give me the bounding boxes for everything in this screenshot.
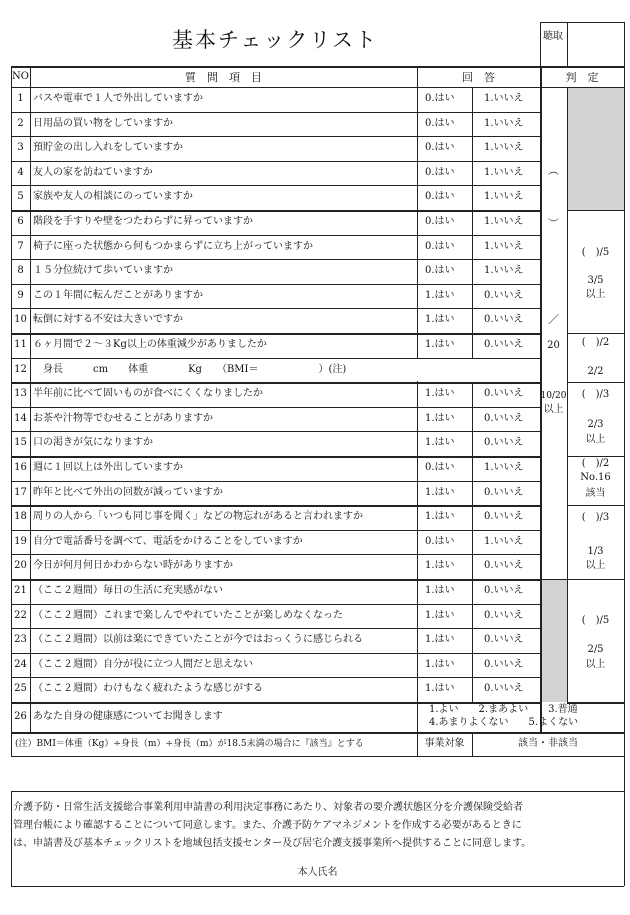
rule-horizontal — [11, 308, 540, 309]
judge-g3-count: ( )/2 — [581, 337, 610, 348]
question-text: バスや電車で１人で外出していますか — [33, 93, 203, 104]
rule-vertical — [472, 284, 473, 309]
question-text: 昨年と比べて外出の回数が減っていますか — [33, 486, 223, 498]
rule-vertical — [472, 579, 473, 604]
answer-option-a: 1.はい — [425, 388, 455, 400]
rule-vertical — [472, 87, 473, 112]
question-text: 周りの人から「いつも同じ事を聞く」などの物忘れがあると言われますか — [33, 511, 363, 523]
rule-horizontal — [11, 358, 540, 359]
judge-g7-above: 以上 — [585, 658, 606, 670]
row-number: 10 — [14, 314, 27, 326]
question-text: 口の渇きが気になりますか — [33, 437, 153, 449]
rule-vertical — [472, 530, 473, 555]
row-number: 24 — [14, 658, 27, 670]
rule-horizontal — [540, 22, 624, 23]
rule-horizontal — [11, 604, 540, 605]
row-number: 9 — [17, 289, 24, 301]
row-number: 23 — [14, 634, 27, 646]
rule-vertical — [472, 382, 473, 407]
slash-mark: ／ — [548, 313, 559, 327]
row12-mask — [416, 359, 419, 382]
rule-horizontal — [11, 756, 624, 757]
rule-vertical — [472, 161, 473, 186]
rule-horizontal — [540, 579, 567, 580]
twenty-total: 20 — [547, 340, 560, 351]
judge-g6-above: 以上 — [585, 560, 606, 572]
answer-option-b: 0.いいえ — [484, 314, 524, 326]
rule-horizontal — [11, 431, 540, 432]
rule-horizontal — [11, 732, 624, 734]
rule-horizontal — [11, 628, 540, 629]
answer-option-b: 0.いいえ — [484, 683, 524, 695]
answer-option-b: 1.いいえ — [484, 166, 524, 178]
paren-close: ︶ — [548, 217, 559, 230]
consent-text-line: は、申請書及び基本チェックリストを地域包括支援センター及び居宅介護支援事業所へ提供することに同意します。 — [13, 838, 532, 849]
hearing-label: 聴取 — [543, 31, 563, 42]
row-number: 21 — [14, 585, 27, 596]
page-title: 基本チェックリスト — [172, 28, 378, 52]
judge-g5-no16: No.16 — [580, 472, 611, 483]
answer-option-a: 1.はい — [425, 486, 455, 498]
rule-horizontal — [11, 66, 624, 68]
question-text: 転倒に対する不安は大きいですか — [33, 314, 183, 326]
bmi-note: (注）BMI＝体重（Kg）÷身長（m）÷身長（m）が18.5未満の場合に『該当』とする — [15, 739, 364, 749]
question-text: 自分で電話番号を調べて、電話をかけることをしていますか — [33, 535, 303, 547]
rule-horizontal — [11, 333, 540, 335]
judge-g4-threshold: 2/3 — [587, 418, 604, 430]
rule-horizontal — [11, 382, 540, 384]
rule-vertical — [624, 22, 625, 886]
consent-text-line: 介護予防・日常生活支援総合事業利用申請書の利用決定事務にあたり、対象者の要介護状態区分を介護保険受給者 — [13, 802, 523, 813]
rule-horizontal — [11, 456, 540, 458]
rule-horizontal — [11, 677, 540, 678]
rule-horizontal — [11, 407, 540, 408]
row-number: 26 — [14, 711, 27, 722]
row-number: 19 — [14, 535, 27, 547]
judge-g7-threshold: 2/5 — [587, 644, 604, 656]
question-text: 今日が何月何日かわからない時がありますか — [33, 560, 233, 572]
answer-option-a: 1.はい — [425, 339, 455, 350]
answer-option-a: 0.はい — [425, 265, 455, 277]
row-number: 16 — [14, 462, 27, 473]
question-text: ６ヶ月間で２～３Kg以上の体重減少がありましたか — [33, 339, 267, 350]
answer-option-b: 0.いいえ — [484, 560, 524, 572]
question-text: 身長 cm 体重 Kg （BMI＝ ）(注) — [33, 363, 347, 375]
judge-g2-above: 以上 — [585, 288, 606, 300]
rule-vertical — [567, 22, 568, 66]
question-text: 日用品の買い物をしていますか — [33, 117, 173, 129]
question-text: 半年前に比べて固いものが食べにくくなりましたか — [33, 388, 263, 400]
rule-horizontal — [567, 505, 624, 506]
rule-vertical — [472, 505, 473, 530]
row-number: 7 — [17, 240, 24, 252]
rule-vertical — [472, 235, 473, 260]
row-number: 13 — [14, 388, 27, 400]
row-number: 20 — [14, 560, 27, 572]
row-number: 8 — [17, 265, 24, 277]
row-number: 11 — [14, 339, 27, 350]
judge-g6-threshold: 1/3 — [587, 545, 604, 557]
answer-option-b: 0.いいえ — [484, 486, 524, 498]
question-text: 椅子に座った状態から何もつかまらずに立ち上がっていますか — [33, 240, 313, 252]
rule-vertical — [472, 456, 473, 481]
row-number: 4 — [17, 166, 24, 178]
row-number: 12 — [14, 363, 27, 375]
rule-horizontal — [11, 185, 540, 186]
rule-vertical — [472, 677, 473, 702]
question-text: 友人の家を訪ねていますか — [33, 166, 153, 178]
row-number: 1 — [17, 93, 24, 104]
rule-horizontal — [11, 886, 624, 887]
health-options-line2: 4.あまりよくない 5.よくない — [429, 717, 579, 728]
question-text: あなた自身の健康感についてお聞きします — [33, 711, 223, 722]
signature-label: 本人氏名 — [297, 867, 338, 878]
answer-option-b: 0.いいえ — [484, 339, 524, 350]
rule-horizontal — [11, 481, 540, 482]
answer-option-a: 0.はい — [425, 166, 455, 178]
rule-vertical — [472, 210, 473, 235]
question-text: （ここ２週間）これまで楽しんでやれていたことが楽しめなくなった — [33, 609, 343, 621]
answer-option-a: 0.はい — [425, 535, 455, 547]
question-text: 家族や友人の相談にのっていますか — [33, 191, 193, 203]
answer-option-b: 0.いいえ — [484, 437, 524, 449]
row-number: 25 — [14, 683, 27, 695]
answer-option-a: 1.はい — [425, 437, 455, 449]
answer-option-a: 1.はい — [425, 511, 455, 523]
question-text: この１年間に転んだことがありますか — [33, 289, 203, 301]
rule-horizontal — [567, 579, 624, 580]
judge-g2-count: ( )/5 — [581, 246, 610, 258]
rule-vertical — [472, 308, 473, 333]
row-number: 22 — [14, 609, 27, 621]
answer-option-a: 1.はい — [425, 412, 455, 424]
answer-option-b: 1.いいえ — [484, 462, 524, 473]
judge-g3-threshold: 2/2 — [587, 365, 604, 377]
rule-vertical — [472, 112, 473, 137]
consent-text-line: 管理台帳により確認することについて同意します。また、介護予防ケアマネジメントを作成する必要があるときに — [13, 820, 522, 831]
answer-option-a: 0.はい — [425, 142, 455, 154]
rule-horizontal — [11, 235, 540, 236]
rule-vertical — [472, 604, 473, 629]
answer-option-b: 0.いいえ — [484, 658, 524, 670]
rule-vertical — [472, 628, 473, 653]
answer-option-a: 0.はい — [425, 240, 455, 252]
row-number: 5 — [17, 191, 24, 203]
rule-horizontal — [11, 505, 540, 507]
answer-option-b: 1.いいえ — [484, 240, 524, 252]
rule-horizontal — [567, 333, 624, 334]
answer-option-b: 1.いいえ — [484, 93, 524, 104]
rule-vertical — [472, 333, 473, 358]
answer-option-a: 1.はい — [425, 658, 455, 670]
answer-option-b: 1.いいえ — [484, 117, 524, 129]
judge-shaded-block — [568, 88, 624, 210]
answer-option-a: 0.はい — [425, 191, 455, 203]
answer-option-b: 0.いいえ — [484, 511, 524, 523]
header-no: NO — [12, 71, 29, 82]
answer-option-a: 1.はい — [425, 314, 455, 326]
rule-horizontal — [11, 136, 540, 137]
answer-option-b: 0.いいえ — [484, 388, 524, 400]
row-number: 15 — [14, 437, 27, 449]
answer-option-a: 0.はい — [425, 117, 455, 129]
rule-horizontal — [11, 259, 540, 260]
answer-option-a: 1.はい — [425, 634, 455, 646]
judge-g2-threshold: 3/5 — [587, 275, 604, 287]
question-text: （ここ２週間）毎日の生活に充実感がない — [33, 585, 223, 596]
judge-g4-above: 以上 — [585, 434, 606, 446]
answer-option-b: 1.いいえ — [484, 216, 524, 227]
header-answer: 回 答 — [462, 71, 495, 84]
rule-vertical — [472, 481, 473, 506]
rule-vertical — [472, 554, 473, 579]
answer-option-a: 0.はい — [425, 462, 455, 473]
rule-vertical — [472, 431, 473, 456]
judge-g5-match: 該当 — [585, 487, 606, 499]
question-text: （ここ２週間）以前は楽にできていたことが今ではおっくうに感じられる — [33, 634, 363, 646]
rule-horizontal — [567, 456, 624, 457]
answer-option-b: 1.いいえ — [484, 265, 524, 277]
rule-horizontal — [11, 530, 540, 531]
answer-option-a: 0.はい — [425, 93, 455, 104]
rule-horizontal — [11, 554, 540, 555]
rule-horizontal — [11, 579, 540, 581]
answer-option-b: 0.いいえ — [484, 609, 524, 621]
rule-horizontal — [11, 653, 540, 654]
rule-vertical — [30, 66, 31, 732]
rule-vertical — [472, 136, 473, 161]
question-text: （ここ２週間）わけもなく疲れたような感じがする — [33, 683, 263, 695]
rule-horizontal — [567, 210, 624, 211]
rule-horizontal — [11, 210, 540, 212]
ten-twenty: 10/20 — [540, 391, 567, 402]
rule-vertical — [540, 22, 541, 66]
question-text: （ここ２週間）自分が役に立つ人間だと思えない — [33, 658, 253, 670]
answer-option-a: 0.はい — [425, 216, 455, 227]
rule-horizontal — [11, 284, 540, 285]
row-number: 17 — [14, 486, 27, 498]
row-number: 14 — [14, 412, 27, 424]
header-item: 質 問 項 目 — [185, 71, 262, 84]
judge-g7-count: ( )/5 — [581, 614, 610, 626]
judge-g6-count: ( )/3 — [581, 512, 610, 524]
question-text: 預貯金の出し入れをしていますか — [33, 142, 183, 154]
rule-vertical — [472, 185, 473, 210]
judge-g4-count: ( )/3 — [581, 389, 610, 401]
answer-option-b: 1.いいえ — [484, 535, 524, 547]
answer-option-b: 0.いいえ — [484, 412, 524, 424]
judge-g5-count: ( )/2 — [581, 458, 610, 469]
rule-vertical — [472, 259, 473, 284]
answer-option-a: 1.はい — [425, 585, 455, 596]
rule-horizontal — [11, 112, 540, 113]
answer-option-a: 1.はい — [425, 683, 455, 695]
row-number: 2 — [17, 117, 24, 129]
answer-option-b: 1.いいえ — [484, 191, 524, 203]
answer-option-b: 0.いいえ — [484, 289, 524, 301]
ten-twenty-above: 以上 — [543, 404, 564, 416]
row-number: 6 — [17, 216, 24, 227]
twenty-shaded-block — [541, 580, 567, 702]
rule-horizontal — [567, 382, 624, 383]
row-number: 18 — [14, 511, 27, 523]
target-value: 該当・非該当 — [518, 738, 578, 749]
row-number: 3 — [17, 142, 24, 154]
target-label: 事業対象 — [424, 738, 465, 749]
header-judge: 判 定 — [565, 71, 599, 84]
rule-horizontal — [11, 161, 540, 162]
answer-option-b: 1.いいえ — [484, 142, 524, 154]
rule-horizontal — [11, 87, 624, 88]
answer-option-a: 1.はい — [425, 560, 455, 572]
question-text: 階段を手すりや壁をつたわらずに昇っていますか — [33, 216, 253, 227]
answer-option-b: 0.いいえ — [484, 585, 524, 596]
answer-option-b: 0.いいえ — [484, 634, 524, 646]
answer-option-a: 1.はい — [425, 609, 455, 621]
health-options-line1: 1.よい 2.まあよい 3.普通 — [429, 704, 578, 715]
question-text: お茶や汁物等でむせることがありますか — [33, 412, 213, 424]
rule-vertical — [472, 653, 473, 678]
paren-open: ︵ — [548, 163, 559, 177]
question-text: 週に１回以上は外出していますか — [33, 462, 183, 473]
rule-horizontal — [11, 791, 624, 792]
question-text: １５分位続けて歩いていますか — [33, 265, 173, 277]
answer-option-a: 1.はい — [425, 289, 455, 301]
rule-vertical — [472, 407, 473, 432]
